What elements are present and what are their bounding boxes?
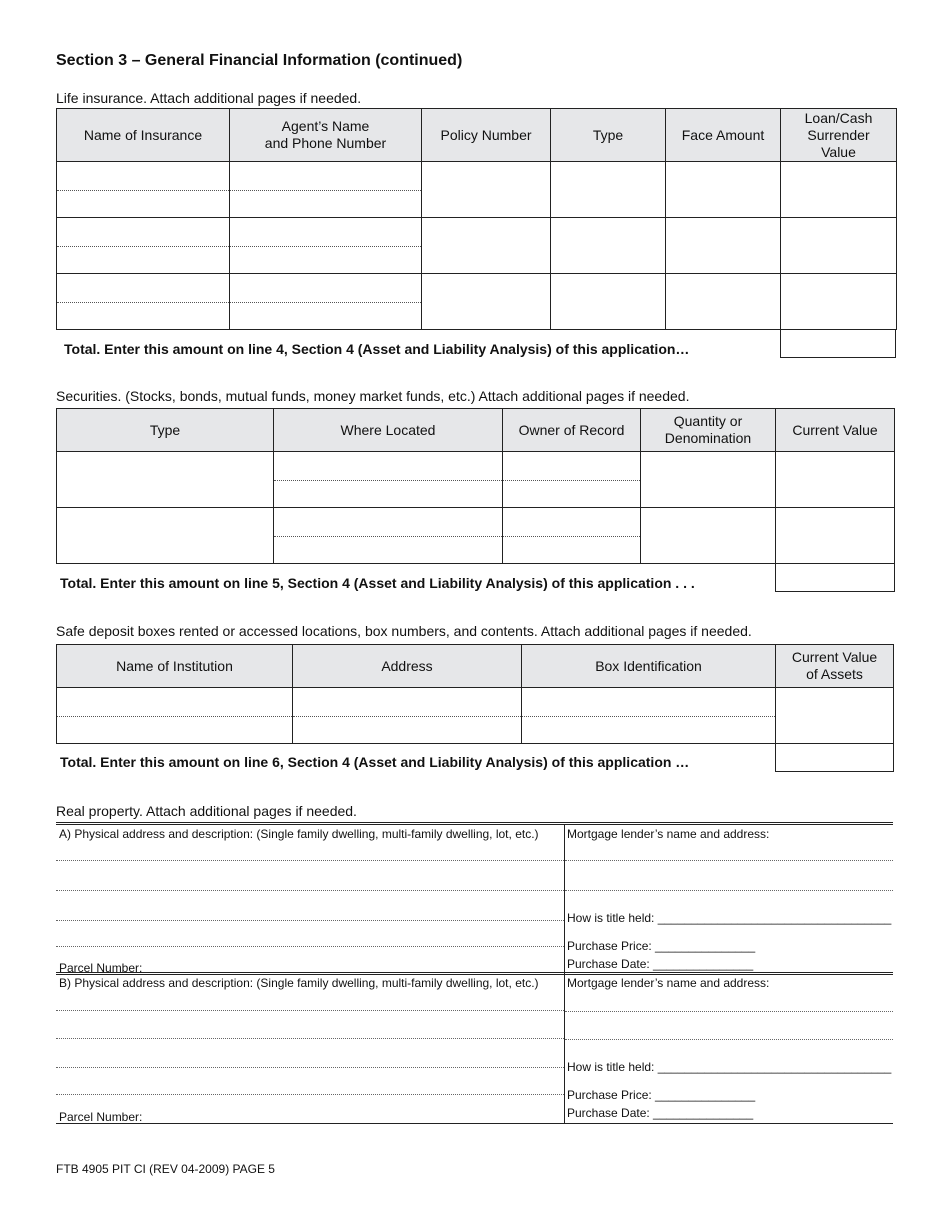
property-b-title-held[interactable]: How is title held: ___________________________________: [567, 1060, 892, 1074]
face-amount-cell[interactable]: [666, 274, 781, 330]
property-b-address-line[interactable]: [56, 1067, 564, 1068]
property-a-mortgage-label: Mortgage lender’s name and address:: [567, 827, 770, 841]
header-type: Type: [551, 109, 666, 162]
loan-cash-value-cell[interactable]: [781, 162, 897, 218]
type-cell[interactable]: [551, 162, 666, 218]
securities-total-label: Total. Enter this amount on line 5, Section 4 (Asset and Liability Analysis) of this application . . .: [60, 575, 695, 591]
header-address: Address: [293, 645, 522, 688]
owner-of-record-cell[interactable]: [503, 452, 641, 508]
face-amount-cell[interactable]: [666, 162, 781, 218]
property-b-parcel-number[interactable]: Parcel Number:: [59, 1110, 143, 1124]
quantity-cell[interactable]: [641, 452, 776, 508]
property-a-parcel-number[interactable]: Parcel Number:: [59, 961, 143, 975]
loan-cash-value-cell[interactable]: [781, 218, 897, 274]
safe-deposit-caption: Safe deposit boxes rented or accessed locations, box numbers, and contents. Attach additional pages if needed.: [56, 623, 752, 639]
life-insurance-total-label: Total. Enter this amount on line 4, Section 4 (Asset and Liability Analysis) of this application…: [64, 341, 690, 357]
header-name-of-insurance: Name of Insurance: [57, 109, 230, 162]
securities-total-input[interactable]: [775, 563, 895, 592]
where-located-cell[interactable]: [274, 452, 503, 508]
name-of-insurance-cell[interactable]: [57, 162, 230, 218]
type-cell[interactable]: [551, 218, 666, 274]
agent-name-cell[interactable]: [230, 274, 422, 330]
life-insurance-total-input[interactable]: [780, 329, 896, 358]
quantity-cell[interactable]: [641, 508, 776, 564]
securities-caption: Securities. (Stocks, bonds, mutual funds, money market funds, etc.) Attach additional pages if needed.: [56, 388, 690, 404]
property-a-address-line[interactable]: [56, 946, 564, 947]
header-loan-cash-value: Loan/Cash Surrender Value: [781, 109, 897, 162]
property-b-label: B) Physical address and description: (Single family dwelling, multi-family dwelling, lot, etc.): [59, 976, 539, 990]
table-row: [57, 452, 895, 508]
bottom-rule: [56, 1123, 893, 1124]
table-row: [57, 274, 897, 330]
box-identification-cell[interactable]: [522, 688, 776, 744]
form-footer: FTB 4905 PIT CI (REV 04-2009) PAGE 5: [56, 1162, 275, 1176]
policy-number-cell[interactable]: [422, 162, 551, 218]
securities-table: [56, 408, 895, 564]
property-a-mortgage-line[interactable]: [565, 890, 893, 891]
property-a-address-line[interactable]: [56, 890, 564, 891]
real-property-caption: Real property. Attach additional pages if needed.: [56, 803, 357, 819]
owner-of-record-cell[interactable]: [503, 508, 641, 564]
property-a-title-held[interactable]: How is title held: ___________________________________: [567, 911, 892, 925]
property-b-address-line[interactable]: [56, 1038, 564, 1039]
property-divider: [56, 972, 893, 975]
safe-deposit-total-input[interactable]: [775, 743, 894, 772]
agent-name-cell[interactable]: [230, 162, 422, 218]
property-b-purchase-price[interactable]: Purchase Price: _______________: [567, 1088, 756, 1102]
current-value-cell[interactable]: [776, 452, 895, 508]
property-a-address-line[interactable]: [56, 860, 564, 861]
property-a-mortgage-line[interactable]: [565, 860, 893, 861]
life-insurance-caption: Life insurance. Attach additional pages if needed.: [56, 90, 362, 106]
name-of-insurance-cell[interactable]: [57, 218, 230, 274]
real-property-section: [56, 822, 893, 1123]
header-policy-number: Policy Number: [422, 109, 551, 162]
address-cell[interactable]: [293, 688, 522, 744]
life-insurance-table: [56, 108, 897, 330]
header-face-amount: Face Amount: [666, 109, 781, 162]
agent-name-cell[interactable]: [230, 218, 422, 274]
header-owner-of-record: Owner of Record: [503, 409, 641, 452]
type-cell[interactable]: [57, 508, 274, 564]
property-a-label: A) Physical address and description: (Single family dwelling, multi-family dwelling, lot, etc.): [59, 827, 539, 841]
header-box-identification: Box Identification: [522, 645, 776, 688]
policy-number-cell[interactable]: [422, 274, 551, 330]
property-b-mortgage-label: Mortgage lender’s name and address:: [567, 976, 770, 990]
header-current-value: Current Value: [776, 409, 895, 452]
header-type: Type: [57, 409, 274, 452]
institution-cell[interactable]: [57, 688, 293, 744]
loan-cash-value-cell[interactable]: [781, 274, 897, 330]
safe-deposit-total-label: Total. Enter this amount on line 6, Section 4 (Asset and Liability Analysis) of this application …: [60, 754, 690, 770]
header-quantity-denomination: Quantity or Denomination: [641, 409, 776, 452]
current-value-cell[interactable]: [776, 508, 895, 564]
table-row: [57, 218, 897, 274]
property-a-purchase-date[interactable]: Purchase Date: _______________: [567, 957, 754, 971]
section-title: Section 3 – General Financial Information (continued): [56, 52, 463, 69]
property-a-address-line[interactable]: [56, 920, 564, 921]
name-of-insurance-cell[interactable]: [57, 274, 230, 330]
property-a-purchase-price[interactable]: Purchase Price: _______________: [567, 939, 756, 953]
property-b-address-line[interactable]: [56, 1094, 564, 1095]
property-b-mortgage-line[interactable]: [565, 1011, 893, 1012]
header-name-of-institution: Name of Institution: [57, 645, 293, 688]
header-agent-name-phone: Agent’s Name and Phone Number: [230, 109, 422, 162]
property-b-mortgage-line[interactable]: [565, 1039, 893, 1040]
safe-deposit-table: [56, 644, 894, 744]
type-cell[interactable]: [551, 274, 666, 330]
type-cell[interactable]: [57, 452, 274, 508]
table-row: [57, 162, 897, 218]
current-value-assets-cell[interactable]: [776, 688, 894, 744]
property-b-purchase-date[interactable]: Purchase Date: _______________: [567, 1106, 754, 1120]
where-located-cell[interactable]: [274, 508, 503, 564]
table-row: [57, 508, 895, 564]
table-row: [57, 688, 894, 744]
property-b-address-line[interactable]: [56, 1010, 564, 1011]
policy-number-cell[interactable]: [422, 218, 551, 274]
header-current-value-assets: Current Value of Assets: [776, 645, 894, 688]
header-where-located: Where Located: [274, 409, 503, 452]
face-amount-cell[interactable]: [666, 218, 781, 274]
